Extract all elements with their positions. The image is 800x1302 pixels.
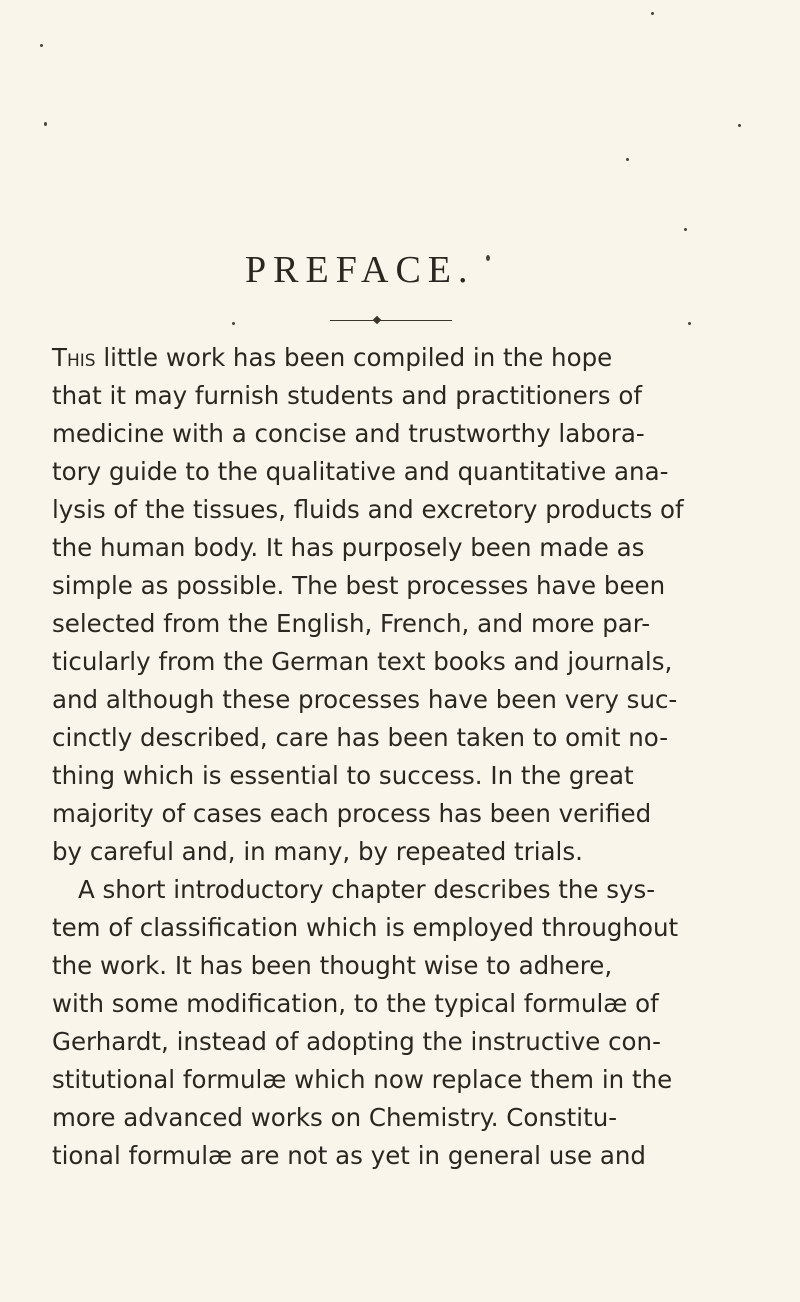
text-line: more advanced works on Chemistry. Constitu- bbox=[52, 1103, 618, 1132]
text-line: with some modification, to the typical formulæ of bbox=[52, 989, 659, 1018]
print-speck bbox=[684, 228, 687, 231]
text-line: Gerhardt, instead of adopting the instructive con- bbox=[52, 1027, 661, 1056]
text-line: and although these processes have been very suc- bbox=[52, 685, 678, 714]
text-line: simple as possible. The best processes have been bbox=[52, 571, 666, 600]
print-speck bbox=[738, 124, 741, 127]
text-line: ticularly from the German text books and journals, bbox=[52, 647, 673, 676]
text-line: the work. It has been thought wise to adhere, bbox=[52, 951, 613, 980]
text-line: tem of classification which is employed throughout bbox=[52, 913, 679, 942]
text-line: selected from the English, French, and more par- bbox=[52, 609, 651, 638]
text-line: tional formulæ are not as yet in general use and bbox=[52, 1141, 646, 1170]
text-line: lysis of the tissues, fluids and excretory products of bbox=[52, 495, 684, 524]
text-line: cinctly described, care has been taken to omit no- bbox=[52, 723, 669, 752]
print-speck bbox=[651, 12, 654, 15]
text-line: tory guide to the qualitative and quantitative ana- bbox=[52, 457, 669, 486]
text-line: stitutional formulæ which now replace them in the bbox=[52, 1065, 673, 1094]
print-speck bbox=[626, 158, 629, 161]
print-speck bbox=[44, 122, 47, 126]
ornament-diamond-icon bbox=[373, 316, 381, 324]
text-line: medicine with a concise and trustworthy labora- bbox=[52, 419, 645, 448]
print-speck bbox=[232, 322, 235, 325]
line-text: little work has been compiled in the hope bbox=[95, 343, 613, 372]
text-line: the human body. It has purposely been made as bbox=[52, 533, 645, 562]
print-speck bbox=[688, 322, 691, 325]
text-line: thing which is essential to success. In the great bbox=[52, 761, 634, 790]
text-line: A short introductory chapter describes the sys- bbox=[78, 875, 656, 904]
title-rule bbox=[330, 320, 452, 321]
text-line: by careful and, in many, by repeated trials. bbox=[52, 837, 583, 866]
text-line: majority of cases each process has been verified bbox=[52, 799, 652, 828]
text-line bbox=[52, 338, 752, 378]
print-speck bbox=[40, 44, 43, 47]
opening-word: This bbox=[52, 343, 96, 372]
page-title: PREFACE. bbox=[245, 249, 475, 291]
text-line: that it may furnish students and practitioners of bbox=[52, 381, 642, 410]
